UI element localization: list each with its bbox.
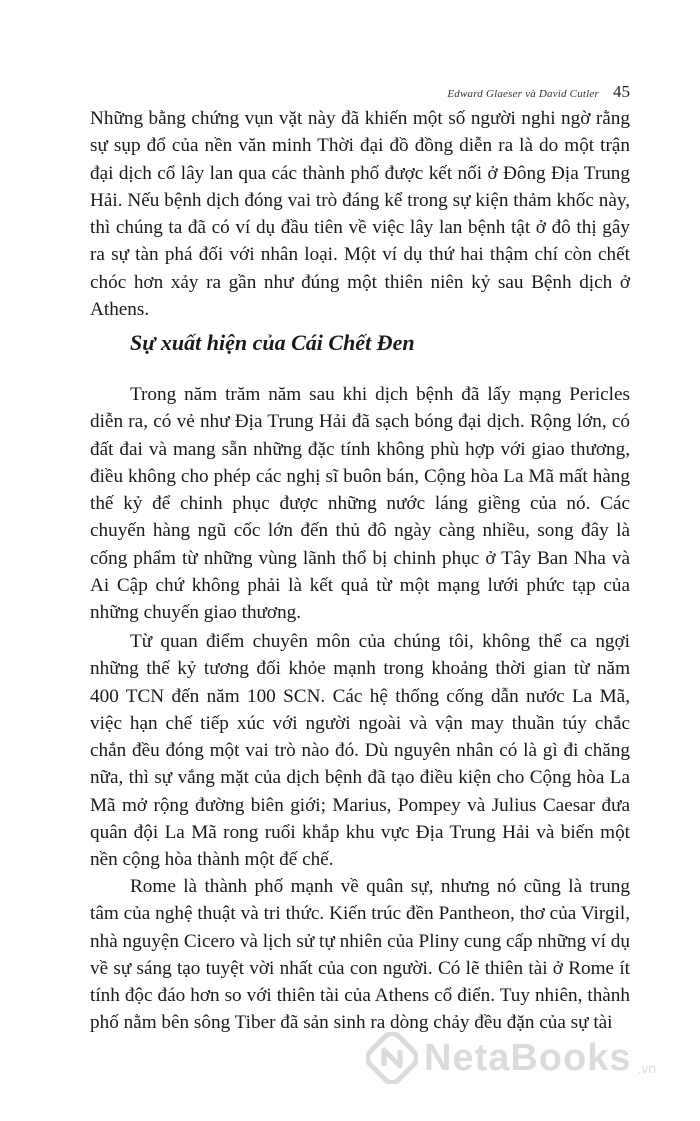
watermark-text: NetaBooks [424,1036,632,1079]
running-header [447,82,630,102]
watermark [366,1032,656,1084]
page-number: 45 [613,82,630,101]
section-heading: Sự xuất hiện của Cái Chết Đen [130,330,415,355]
netabooks-logo-icon [366,1032,418,1084]
watermark-tld: .vn [637,1060,657,1076]
paragraph-1: Những bằng chứng vụn vặt này đã khiến một số người nghi ngờ rằng sự sụp đổ của nền văn minh Thời đại đồ đồng diễn ra là do một trận đại dịch cổ lây lan qua các thành phố được kết nối ở Đông Địa Trung Hải. Nếu bệnh dịch đóng vai trò đáng kể trong sự kiện thảm khốc này, thì chúng ta đã có ví dụ đầu tiên về việc lây lan bệnh tật ở đô thị gây ra sự tàn phá đối với nhân loại. Một ví dụ thứ hai thậm chí còn chết chóc hơn xảy ra gần như đúng một thiên niên kỷ sau Bệnh dịch ở Athens. [90,108,630,321]
running-header-authors: Edward Glaeser và David Cutler [447,88,599,100]
paragraph-2: Trong năm trăm năm sau khi dịch bệnh đã lấy mạng Pericles diễn ra, có vẻ như Địa Trung Hải đã sạch bóng đại dịch. Rộng lớn, có đất đai và mang sẵn những đặc tính không phù hợp với giao thương, điều không cho phép các nghị sĩ buôn bán, Cộng hòa La Mã mất hàng thế kỷ để chinh phục được những nước láng giềng của nó. Các chuyến hàng ngũ cốc lớn đến thủ đô ngày càng nhiều, song đây là cống phẩm từ những vùng lãnh thổ bị chinh phục ở Tây Ban Nha và Ai Cập chứ không phải là kết quả từ một mạng lưới phức tạp của những chuyến giao thương. [90,384,630,624]
paragraph-3: Từ quan điểm chuyên môn của chúng tôi, không thể ca ngợi những thế kỷ tương đối khỏe mạnh trong khoảng thời gian từ năm 400 TCN đến năm 100 SCN. Các hệ thống cống dẫn nước La Mã, việc hạn chế tiếp xúc với người ngoài và vận may thuần túy chắc chắn đều đóng một vai trò nào đó. Dù nguyên nhân có là gì đi chăng nữa, thì sự vắng mặt của dịch bệnh đã tạo điều kiện cho Cộng hòa La Mã mở rộng đường biên giới; Marius, Pompey và Julius Caesar đưa quân đội La Mã rong ruổi khắp khu vực Địa Trung Hải và biến một nền cộng hòa thành một đế chế. [90,631,630,871]
paragraph-4: Rome là thành phố mạnh về quân sự, nhưng nó cũng là trung tâm của nghệ thuật và tri thức. Kiến trúc đền Pantheon, thơ của Virgil, nhà nguyện Cicero và lịch sử tự nhiên của Pliny cung cấp những ví dụ về sự sáng tạo tuyệt vời nhất của con người. Có lẽ thiên tài ở Rome ít tính độc đáo hơn so với thiên tài của Athens cổ điển. Tuy nhiên, thành phố nằm bên sông Tiber đã sản sinh ra dòng chảy đều đặn của sự tài [90,876,630,1034]
